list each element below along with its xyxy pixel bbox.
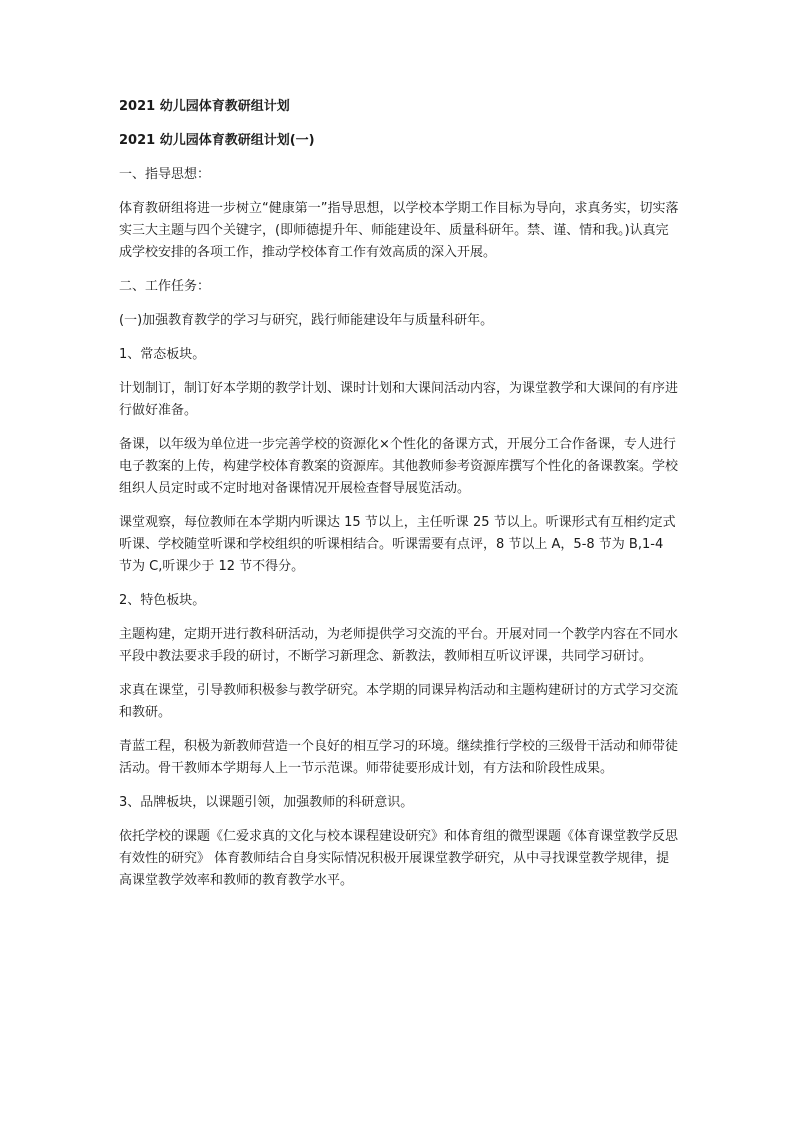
paragraph-class-observation: 课堂观察，每位教师在本学期内听课达 15 节以上，主任听课 25 节以上。听课形式有互相约定式听课、学校随堂听课和学校组织的听课相结合。听课需要有点评，8 节以上 A，5-8 节为 B,1-4 节为 C,听课少于 12 节不得分。	[119, 515, 676, 574]
document-title: 2021 幼儿园体育教研组计划	[119, 99, 290, 114]
paragraph-lesson-prep: 备课，以年级为单位进一步完善学校的资源化×个性化的备课方式，开展分工合作备课，专人进行电子教案的上传，构建学校体育教案的资源库。其他教师参考资源库撰写个性化的备课教案。学校组织人员定时或不定时地对备课情况开展检查督导展览活动。	[119, 437, 679, 496]
paragraph-planning: 计划制订，制订好本学期的教学计划、课时计划和大课间活动内容，为课堂教学和大课间的有序进行做好准备。	[119, 381, 679, 418]
item-heading-featured: 2、特色板块。	[119, 593, 206, 608]
task-heading-teaching-research: (一)加强教育教学的学习与研究，践行师能建设年与质量科研年。	[119, 313, 494, 328]
item-heading-routine: 1、常态板块。	[119, 347, 206, 362]
paragraph-guiding-thought: 体育教研组将进一步树立“健康第一”指导思想，以学校本学期工作目标为导向，求真务实，切实落实三大主题与四个关键字，(即师德提升年、师能建设年、质量科研年。禁、谨、情和我。)认真完成学校安排的各项工作，推动学校体育工作有效高质的深入开展。	[119, 201, 679, 260]
paragraph-research-projects: 依托学校的课题《仁爱求真的文化与校本课程建设研究》和体育组的微型课题《体育课堂教学反思有效性的研究》 体育教师结合自身实际情况积极开展课堂教学研究，从中寻找课堂教学规律，提高课堂教学效率和教师的教育教学水平。	[119, 829, 679, 888]
section-heading-work-tasks: 二、工作任务：	[119, 279, 211, 294]
section-heading-guiding-thought: 一、指导思想：	[119, 167, 211, 182]
paragraph-theme-building: 主题构建，定期开进行教科研活动，为老师提供学习交流的平台。开展对同一个教学内容在不同水平段中教法要求手段的研讨，不断学习新理念、新教法，教师相互听议评课，共同学习研讨。	[119, 627, 679, 664]
document-subtitle: 2021 幼儿园体育教研组计划(一)	[119, 133, 315, 148]
document-body	[119, 96, 679, 904]
paragraph-mentoring: 青蓝工程，积极为新教师营造一个良好的相互学习的环境。继续推行学校的三级骨干活动和师带徒活动。骨干教师本学期每人上一节示范课。师带徒要形成计划，有方法和阶段性成果。	[119, 739, 679, 776]
paragraph-truth-in-class: 求真在课堂，引导教师积极参与教学研究。本学期的同课异构活动和主题构建研讨的方式学习交流和教研。	[119, 683, 679, 720]
item-heading-brand: 3、品牌板块，以课题引领，加强教师的科研意识。	[119, 795, 414, 810]
